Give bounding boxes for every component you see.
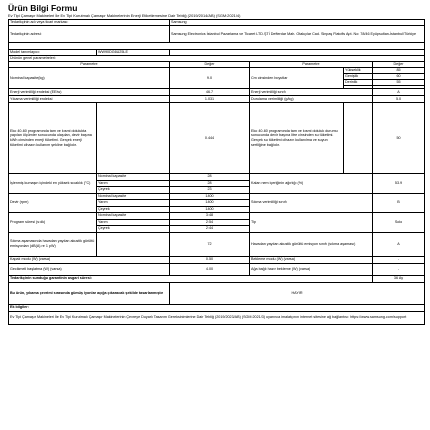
washing-index-label: Yıkama verimliliği endeksi xyxy=(9,96,170,103)
product-table xyxy=(8,19,425,325)
supplier-address-value: Samsung Electronics İstanbul Pazarlama ve Ticaret LTD.ŞTİ Defterdar Mah. Otakçılar Cad. Sinpaş Flatofis Apt. No: 78/46 Eyüpsultan-İstanbul/Türkiye xyxy=(170,26,425,43)
network-standby-value: - xyxy=(373,263,425,275)
eei-value: 46.7 xyxy=(170,89,250,96)
temp-nominal-value: 28 xyxy=(170,174,250,181)
supplier-name-value: Samsung xyxy=(170,20,425,26)
temp-nominal-label: Nominal kapasite xyxy=(97,174,170,181)
warranty-label: Tedarikçinin sunduğu garantinin asgari süresi: xyxy=(9,275,373,282)
noise-class-value: A xyxy=(373,232,425,256)
washing-row xyxy=(9,96,425,103)
width-label: Genişlik xyxy=(344,74,373,80)
duration-quarter-value: 2:44 xyxy=(170,226,250,233)
supplier-address-label: Tedarikçinin adresi: xyxy=(9,26,170,43)
temp-quarter-value: 23 xyxy=(170,187,250,194)
spin-class-label: Sıkma verimliliği sınıfı xyxy=(250,193,373,213)
water-value: 50 xyxy=(373,103,425,174)
nominal-capacity-value: 9.0 xyxy=(170,68,250,89)
standby-label: Bekleme modu (W) (varsa) xyxy=(250,256,373,263)
energy-class-value: A xyxy=(373,89,425,96)
delay-start-label: Gecikmeli başlatma (W) (varsa) xyxy=(9,263,170,275)
supplier-address-row xyxy=(9,26,425,43)
param-header-left: Parametre xyxy=(9,62,170,68)
spin-nominal-label: Nominal kapasite xyxy=(97,193,170,200)
noise-spin-value: 72 xyxy=(170,232,250,256)
product-info-form xyxy=(8,3,424,325)
depth-label: Derinlik xyxy=(344,80,373,86)
supplier-name-label: Tedarikçinin adı veya ticari markası: xyxy=(9,20,170,26)
noise-row xyxy=(9,232,425,256)
noise-class-label: Havadan yayılan akustik gürültü emisyon sınıfı (sıkma aşaması) xyxy=(250,232,373,256)
duration-half-label: Yarım xyxy=(97,219,170,226)
model-value: WW90DG6U25LE xyxy=(97,50,170,56)
standby-value: - xyxy=(373,256,425,263)
moisture-label: Kalan nem içeriğinin ağırlığı (%) xyxy=(250,174,373,194)
type-value: Solo xyxy=(373,213,425,233)
energy-kwh-value: 0.444 xyxy=(170,103,250,174)
network-standby-label: Ağa bağlı hazır bekleme (W) (varsa) xyxy=(250,263,373,275)
noise-spin-label: Sıkma aşamasında havadan yayılan akustik gürültü emisyonları (dB(A) re 1 pW) xyxy=(9,232,97,256)
spin-class-value: B xyxy=(373,193,425,213)
rinsing-value: 5.0 xyxy=(373,96,425,103)
eei-row xyxy=(9,89,425,96)
page-title: Ürün Bilgi Formu xyxy=(8,3,78,13)
additional-title-row xyxy=(9,304,425,311)
duration-half-value: 2:54 xyxy=(170,219,250,226)
duration-nominal-value: 3:48 xyxy=(170,213,250,220)
height-value: 85 xyxy=(373,68,425,74)
model-label: Model tanımlayıcı: xyxy=(9,50,97,56)
silver-ion-row xyxy=(9,282,425,304)
washing-index-value: 1.031 xyxy=(170,96,250,103)
silver-ion-label: Bu ürün, yıkama çevrimi sırasında gümüş iyonlar açığa çıkaracak şekilde tasarlanmıştır xyxy=(9,282,170,304)
max-temp-label: İşlenmiş kumaşın içindeki en yüksek sıcaklık (°C) xyxy=(9,174,97,194)
off-mode-label: Kapalı modu (W) (varsa) xyxy=(9,256,170,263)
additional-text-row xyxy=(9,311,425,324)
warranty-value: 36 Ay xyxy=(373,275,425,282)
dimensions-label: Cm cinsinden boyutlar xyxy=(250,68,344,89)
page-subtitle: Ev Tipi Çamaşır Makineleri İle Ev Tipi Kurutmalı Çamaşır Makinelerinin Enerji Etiketlemesine Dair Tebliğ (2019/2014/AB) (SGM:2021/4) xyxy=(8,13,241,18)
spin-half-value: 1400 xyxy=(170,200,250,207)
spin-half-label: Yarım xyxy=(97,200,170,207)
spin-quarter-value: 1400 xyxy=(170,206,250,213)
spin-speed-label: Devir (rpm) xyxy=(9,193,97,213)
delay-start-value: 4.00 xyxy=(170,263,250,275)
temp-quarter-label: Çeyrek xyxy=(97,187,170,194)
additional-text: Ev Tipi Çamaşır Makineleri İle Ev Tipi Kurutmalı Çamaşır Makinelerinin Çevreye Duyarlı Tasarım Gereksinimlerine Dair Tebliğ (2019/2023/AB) (SGM:2021/3) uyarınca imalatçının internet sitesine ağ bağlantısı: https://www.samsung.com/support xyxy=(9,311,425,324)
width-value: 60 xyxy=(373,74,425,80)
value-header-right: Değer xyxy=(373,62,425,68)
rinsing-label: Durulama verimliliği (g/kg) xyxy=(250,96,373,103)
param-header-right: Parametre xyxy=(250,62,373,68)
value-header-left: Değer xyxy=(170,62,250,68)
duration-quarter-label: Çeyrek xyxy=(97,226,170,233)
off-mode-value: 0.50 xyxy=(170,256,250,263)
nominal-capacity-label: Nominal kapasite(kg) xyxy=(9,68,170,89)
spin-quarter-label: Çeyrek xyxy=(97,206,170,213)
program-duration-label: Program süresi (s:dk) xyxy=(9,213,97,233)
energy-kwh-label: Eko 40-60 programında tam ve kısmi dolulukta yapılan ölçümler sonucunda ulaşılan, devir başına kWh cinsinden enerji tüketimi. Gerçek enerji tüketimi cihazın kullanım şekline bağlıdır. xyxy=(9,103,97,174)
water-label: Eko 40-60 programında tam ve kısmi doluluk durumu sonucunda devir başına litre cinsinden su tüketimi. Gerçek su tüketimi cihazın kullanılma ve suyun sertliğine bağlıdır. xyxy=(250,103,344,174)
temp-half-value: 28 xyxy=(170,180,250,187)
spin-nominal-value: 1400 xyxy=(170,193,250,200)
moisture-value: 53.9 xyxy=(373,174,425,194)
spacer-row xyxy=(9,43,425,50)
height-label: Yükseklik xyxy=(344,68,373,74)
warranty-row xyxy=(9,275,425,282)
temp-half-label: Yarım xyxy=(97,180,170,187)
power-mode-row xyxy=(9,256,425,263)
consumption-row xyxy=(9,103,425,174)
additional-title: Ek bilgiler: xyxy=(9,304,425,311)
section-title: Ürünün genel parametreleri: xyxy=(9,56,425,62)
silver-ion-value: HAYIR xyxy=(170,282,425,304)
depth-value: 55 xyxy=(373,80,425,86)
duration-nominal-label: Nominal kapasite xyxy=(97,213,170,220)
delay-row xyxy=(9,263,425,275)
eei-label: Enerji verimliliği endeksi (EEIw) xyxy=(9,89,170,96)
type-label: Tip xyxy=(250,213,373,233)
energy-class-label: Enerji verimliliği sınıfı xyxy=(250,89,373,96)
